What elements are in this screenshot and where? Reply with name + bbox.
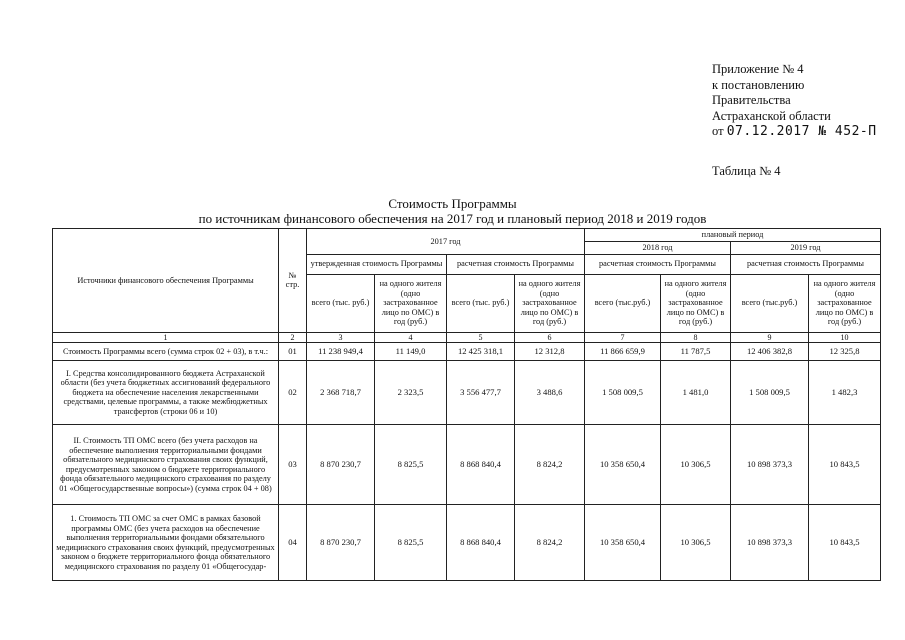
cell-value: 10 898 373,3 (731, 425, 809, 505)
column-number: 6 (515, 332, 585, 343)
cell-value: 10 358 650,4 (585, 505, 661, 581)
cell-value: 2 368 718,7 (307, 361, 375, 425)
header-planned-period: плановый период (585, 229, 881, 242)
header-source: Источники финансового обеспечения Программы (53, 229, 279, 333)
cell-value: 8 868 840,4 (447, 425, 515, 505)
table-row (53, 425, 881, 505)
cell-value: 11 149,0 (375, 343, 447, 361)
date-prefix: от (712, 124, 724, 138)
column-number: 8 (661, 332, 731, 343)
column-number: 7 (585, 332, 661, 343)
attachment-block (712, 62, 897, 140)
cell-value: 1 481,0 (661, 361, 731, 425)
cell-value: 11 866 659,9 (585, 343, 661, 361)
cell-value: 2 323,5 (375, 361, 447, 425)
header-approved-cost: утвержденная стоимость Программы (307, 254, 447, 274)
document-subtitle: по источникам финансового обеспечения на 2017 год и плановый период 2018 и 2019 годов (198, 211, 707, 226)
cell-value: 8 870 230,7 (307, 505, 375, 581)
table-label: Таблица № 4 (712, 164, 781, 178)
header-calc-cost-2018: расчетная стоимость Программы (585, 254, 731, 274)
cell-value: 8 824,2 (515, 505, 585, 581)
cell-value: 10 843,5 (809, 505, 881, 581)
cell-value: 1 508 009,5 (731, 361, 809, 425)
cell-value: 10 306,5 (661, 425, 731, 505)
date-stamp: 07.12.2017 № 452-П (726, 124, 877, 139)
attachment-line: Правительства (712, 93, 791, 107)
cell-value: 8 824,2 (515, 425, 585, 505)
column-numbers-row (53, 332, 881, 343)
header-total: всего (тыс. руб.) (447, 274, 515, 332)
row-name: I. Средства консолидированного бюджета Астраханской области (без учета бюджетных ассигнований федерального бюджета на обеспечение населения лекарственными средствами, целевые программы, а также межбюджетных трансфертов (строки 06 и 10) (53, 361, 279, 425)
column-number: 10 (809, 332, 881, 343)
column-number: 1 (53, 332, 279, 343)
row-no: 01 (279, 343, 307, 361)
header-total: всего (тыс. руб.) (307, 274, 375, 332)
attachment-line: Астраханской области (712, 108, 831, 123)
attachment-line: Приложение № 4 (712, 62, 804, 76)
header-year-2018: 2018 год (585, 241, 731, 254)
header-calc-cost-2019: расчетная стоимость Программы (731, 254, 881, 274)
row-no: 03 (279, 425, 307, 505)
cell-value: 12 406 382,8 (731, 343, 809, 361)
cell-value: 12 312,8 (515, 343, 585, 361)
cell-value: 10 898 373,3 (731, 505, 809, 581)
cell-value: 3 556 477,7 (447, 361, 515, 425)
cell-value: 1 508 009,5 (585, 361, 661, 425)
cell-value: 11 787,5 (661, 343, 731, 361)
column-number: 9 (731, 332, 809, 343)
cell-value: 10 358 650,4 (585, 425, 661, 505)
cell-value: 3 488,6 (515, 361, 585, 425)
cell-value: 8 825,5 (375, 505, 447, 581)
column-number: 3 (307, 332, 375, 343)
column-number: 5 (447, 332, 515, 343)
header-row-no: № стр. (279, 229, 307, 333)
header-per-capita: на одного жителя (одно застрахованное лицо по ОМС) в год (руб.) (809, 274, 881, 332)
header-calc-cost-2017: расчетная стоимость Программы (447, 254, 585, 274)
table-row (53, 505, 881, 581)
cell-value: 8 868 840,4 (447, 505, 515, 581)
table-row (53, 343, 881, 361)
attachment-line: к постановлению (712, 77, 805, 92)
row-name: Стоимость Программы всего (сумма строк 02 + 03), в т.ч.: (53, 343, 279, 361)
header-per-capita: на одного жителя (одно застрахованное лицо по ОМС) в год (руб.) (661, 274, 731, 332)
column-number: 4 (375, 332, 447, 343)
header-per-capita: на одного жителя (одно застрахованное лицо по ОМС) в год (руб.) (515, 274, 585, 332)
cost-table (52, 228, 881, 581)
column-number: 2 (279, 332, 307, 343)
row-no: 04 (279, 505, 307, 581)
row-name: 1. Стоимость ТП ОМС за счет ОМС в рамках базовой программы ОМС (без учета расходов на обеспечение выполнения территориальными фондами обязательного медицинского страхования своих функций, предусмотренных законом о бюджете территориального фонда обязательного медицинского страхования по разделу 01 «Общегосудар- (53, 505, 279, 581)
header-per-capita: на одного жителя (одно застрахованное лицо по ОМС) в год (руб.) (375, 274, 447, 332)
row-name: II. Стоимость ТП ОМС всего (без учета расходов на обеспечение выполнения территориальными фондами обязательного медицинского страхования своих функций, предусмотренных законом о бюджете территориального фонда обязательного медицинского страхования по разделу 01 «Общегосударственные вопросы») (сумма строк 04 + 08) (53, 425, 279, 505)
header-year-2019: 2019 год (731, 241, 881, 254)
row-no: 02 (279, 361, 307, 425)
header-year-2017: 2017 год (307, 229, 585, 255)
attachment-date (712, 124, 897, 140)
header-total: всего (тыс.руб.) (585, 274, 661, 332)
table-row (53, 361, 881, 425)
document-title: Стоимость Программы (388, 196, 517, 211)
cell-value: 8 825,5 (375, 425, 447, 505)
cell-value: 10 306,5 (661, 505, 731, 581)
cell-value: 11 238 949,4 (307, 343, 375, 361)
cell-value: 10 843,5 (809, 425, 881, 505)
cell-value: 8 870 230,7 (307, 425, 375, 505)
cell-value: 12 425 318,1 (447, 343, 515, 361)
cell-value: 1 482,3 (809, 361, 881, 425)
header-total: всего (тыс.руб.) (731, 274, 809, 332)
cell-value: 12 325,8 (809, 343, 881, 361)
